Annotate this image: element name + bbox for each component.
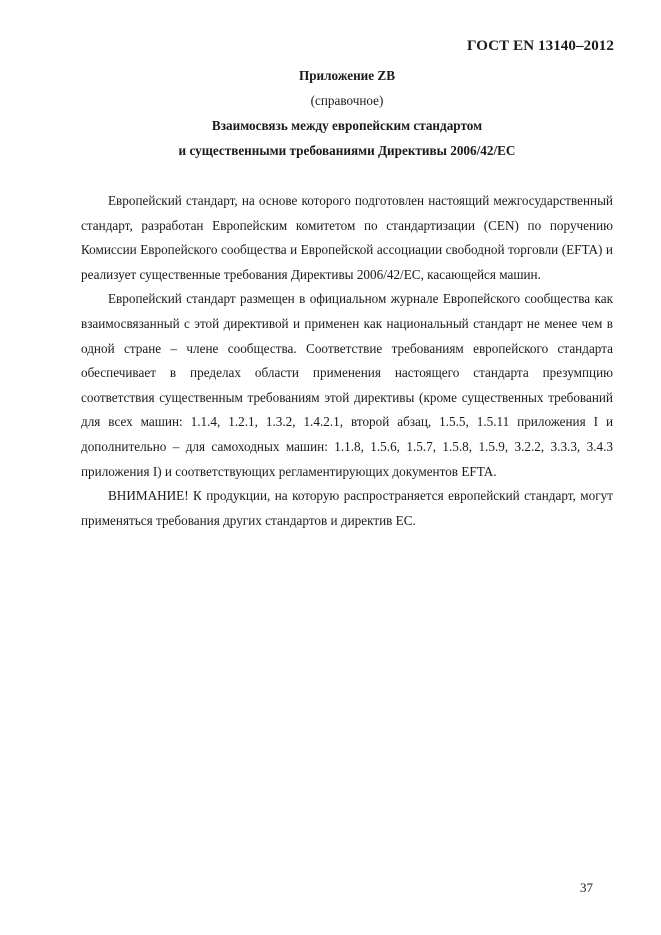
annex-type: (справочное) <box>310 93 384 108</box>
paragraph-2: Европейский стандарт размещен в официальном журнале Европейского сообщества как взаимосвязанный с этой директивой и применен как национальный стандарт не менее чем в одной стране – члене сообщества. Соответствие требованиям европейского стандарта обеспечивает в пределах области применения настоящего стандарта презумпцию соответствия существенным требованиям этой директивы (кроме существенных требований для всех машин: 1.1.4, 1.2.1, 1.3.2, 1.4.2.1, второй абзац, 1.5.5, 1.5.11 приложения I и дополнительно – для самоходных машин: 1.1.8, 1.5.6, 1.5.7, 1.5.8, 1.5.9, 3.2.2, 3.3.3, 3.4.3 приложения I) и соответствующих регламентирующих документов EFTA. <box>81 291 613 479</box>
standard-code-header: ГОСТ EN 13140–2012 <box>467 38 614 54</box>
annex-heading-line-2: и существенными требованиями Директивы 2006/42/EC <box>178 143 516 158</box>
body-text <box>81 189 613 533</box>
page-number: 37 <box>580 880 593 895</box>
annex-heading-line-1: Взаимосвязь между европейским стандартом <box>211 118 483 133</box>
paragraph-1: Европейский стандарт, на основе которого подготовлен настоящий межгосударственный стандарт, разработан Европейским комитетом по стандартизации (CEN) по поручению Комиссии Европейского сообщества и Европейской ассоциации свободной торговли (EFTA) и реализует существенные требования Директивы 2006/42/EC, касающейся машин. <box>81 193 613 282</box>
annex-title: Приложение ZB <box>298 68 396 83</box>
paragraph-3: ВНИМАНИЕ! К продукции, на которую распространяется европейский стандарт, могут применяться требования других стандартов и директив ЕС. <box>81 488 613 528</box>
